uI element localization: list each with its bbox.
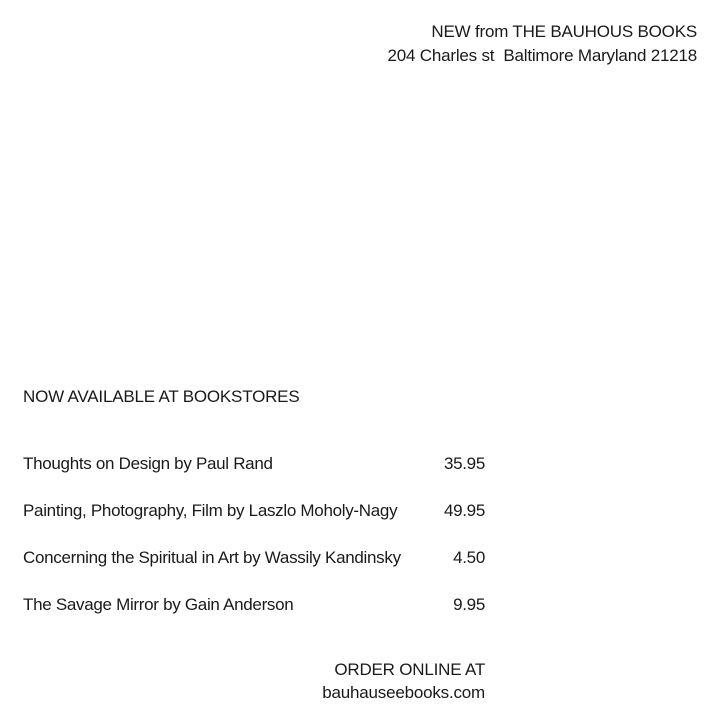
book-title: Thoughts on Design by Paul Rand — [23, 454, 273, 473]
book-row — [23, 453, 485, 500]
book-list — [23, 453, 485, 641]
order-url[interactable]: bauhauseebooks.com — [322, 683, 485, 702]
order-online — [322, 658, 485, 704]
book-row — [23, 594, 485, 641]
publisher-header — [388, 20, 698, 68]
book-title: Painting, Photography, Film by Laszlo Moholy-Nagy — [23, 501, 398, 520]
book-title: Concerning the Spiritual in Art by Wassily Kandinsky — [23, 548, 401, 567]
book-price: 4.50 — [453, 548, 485, 567]
book-price: 49.95 — [443, 501, 485, 520]
book-row — [23, 547, 485, 594]
book-row — [23, 500, 485, 547]
book-price: 9.95 — [453, 595, 485, 614]
publisher-address: 204 Charles st Baltimore Maryland 21218 — [387, 46, 697, 65]
order-label: ORDER ONLINE AT — [334, 660, 485, 679]
book-price: 35.95 — [443, 454, 485, 473]
available-heading: NOW AVAILABLE AT BOOKSTORES — [23, 387, 300, 406]
publisher-name: NEW from THE BAUHOUS BOOKS — [431, 22, 697, 41]
book-title: The Savage Mirror by Gain Anderson — [23, 595, 294, 614]
